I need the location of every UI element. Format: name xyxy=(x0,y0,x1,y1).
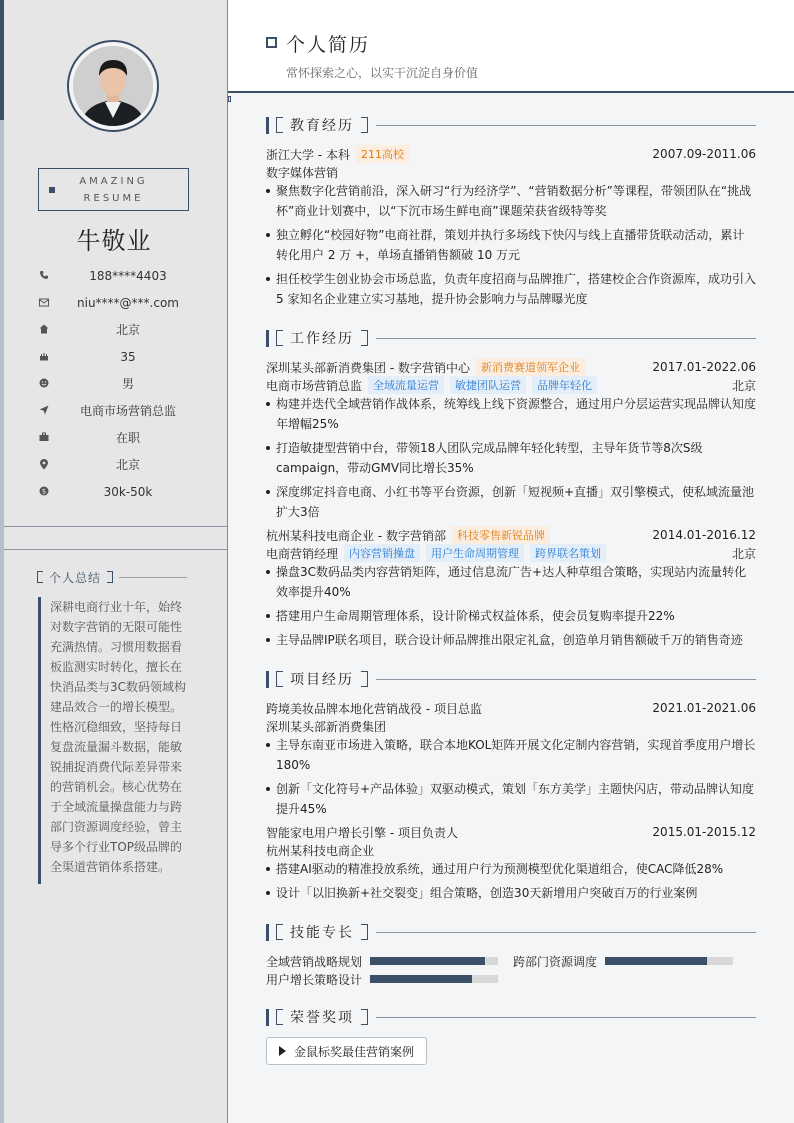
job-role: 电商营销经理 xyxy=(266,546,339,561)
skill-bar xyxy=(370,975,498,983)
project-date: 2021.01-2021.06 xyxy=(652,701,756,715)
skill-name: 用户增长策略设计 xyxy=(266,972,363,987)
sidebar-divider-top xyxy=(4,526,227,527)
job-skill-tag: 用户生命周期管理 xyxy=(426,544,524,562)
badge-line-1: AMAZING xyxy=(79,175,148,187)
job-header-row xyxy=(266,526,756,544)
job-role-row xyxy=(266,544,756,562)
education-bullet: 聚焦数字化营销前沿，深入研习“行为经济学”、“营销数据分析”等课程，带领团队在“挑战杯”商业计划赛中，以“下沉市场生鲜电商”课题荣获省级特等奖 xyxy=(266,181,756,221)
title-square-icon xyxy=(266,37,277,48)
phone-value: 188****4403 xyxy=(89,268,167,283)
summary-text: 深耕电商行业十年，始终对数字营销的无限可能性充满热情。习惯用数据看板监测实时转化，擅长在快消品类与3C数码领域构建品效合一的增长模型。性格沉稳细致，坚持每日复盘流量漏斗数据，能敏锐捕捉消费代际差异带来的营销机会。核心优势在于全域流量操盘能力与跨部门资源调度经验，曾主导多个行业TOP级品牌的全渠道营销体系搭建。 xyxy=(38,597,188,884)
section-work-heading xyxy=(266,329,756,347)
education-bullet: 担任校学生创业协会市场总监，负责年度招商与品牌推广，搭建校企合作资源库，成功引入 5 家知名企业建立实习基地，提升协会影响力与品牌曝光度 xyxy=(266,269,756,309)
info-email xyxy=(0,289,228,316)
job-company: 杭州某科技电商企业 - 数字营销部 xyxy=(266,528,446,543)
skill-bar-fill xyxy=(370,975,472,983)
education-header-row xyxy=(266,145,756,163)
education-major-row xyxy=(266,163,756,181)
email-value: niu****@***.com xyxy=(77,295,179,310)
job-skill-tag: 跨界联名策划 xyxy=(530,544,606,562)
page-title: 个人简历 xyxy=(286,34,371,56)
project-bullet: 创新「文化符号+产品体验」双驱动模式，策划「东方美学」主题快闪店，带动品牌认知度提升45% xyxy=(266,779,756,819)
section-skills-title: 技能专长 xyxy=(290,925,354,941)
job-company: 深圳某头部新消费集团 - 数字营销中心 xyxy=(266,360,470,375)
sidebar xyxy=(0,0,228,1123)
svg-text:$: $ xyxy=(41,487,47,496)
job-bullet: 搭建用户生命周期管理体系，设计阶梯式权益体系，使会员复购率提升22% xyxy=(266,606,756,626)
job-skill-tag: 内容营销操盘 xyxy=(344,544,420,562)
section-work-title: 工作经历 xyxy=(290,331,354,347)
avatar-frame xyxy=(67,40,159,132)
gender-value: 男 xyxy=(121,377,134,391)
resume-badge xyxy=(38,168,189,211)
project-name: 智能家电用户增长引擎 - 项目负责人 xyxy=(266,825,458,840)
info-gender xyxy=(0,370,228,397)
job-city: 北京 xyxy=(731,546,756,561)
education-date: 2007.09-2011.06 xyxy=(652,147,756,161)
skill-bar xyxy=(605,957,733,965)
job-bullet: 主导品牌IP联名项目，联合设计师品牌推出限定礼盒，创造单月销售额破千万的销售奇迹 xyxy=(266,630,756,650)
home-value: 北京 xyxy=(115,323,140,337)
section-education-title: 教育经历 xyxy=(290,118,354,134)
skill-item xyxy=(266,954,498,968)
project-header-row xyxy=(266,823,756,841)
info-position xyxy=(0,397,228,424)
section-awards-heading xyxy=(266,1008,756,1026)
play-triangle-icon xyxy=(279,1046,286,1056)
section-projects-heading xyxy=(266,670,756,688)
section-awards-title: 荣誉奖项 xyxy=(290,1010,354,1026)
sidebar-divider-bottom xyxy=(4,549,227,550)
summary-heading xyxy=(37,570,187,584)
job-company-tag: 科技零售新锐品牌 xyxy=(452,526,550,544)
candidate-name: 牛敬业 xyxy=(76,227,152,255)
header xyxy=(228,0,794,93)
info-salary xyxy=(0,478,228,505)
job-city: 北京 xyxy=(731,378,756,393)
avatar xyxy=(73,46,153,126)
job-bullet: 构建并迭代全域营销作战体系，统筹线上线下资源整合，通过用户分层运营实现品牌认知度年增幅25% xyxy=(266,394,756,434)
job-skill-tag: 全域流量运营 xyxy=(368,376,444,394)
info-location xyxy=(0,451,228,478)
summary-title: 个人总结 xyxy=(49,570,102,585)
project-company: 杭州某科技电商企业 xyxy=(266,843,375,858)
skill-bar-fill xyxy=(370,957,485,965)
header-marker xyxy=(228,96,231,102)
job-role: 电商市场营销总监 xyxy=(266,378,363,393)
project-company-row xyxy=(266,717,756,735)
section-education-heading xyxy=(266,116,756,134)
project-bullet: 设计「以旧换新+社交裂变」组合策略，创造30天新增用户突破百万的行业案例 xyxy=(266,883,756,903)
section-skills-heading xyxy=(266,923,756,941)
info-home xyxy=(0,316,228,343)
badge-line-2: RESUME xyxy=(83,192,144,204)
skill-bar-fill xyxy=(605,957,707,965)
education-major: 数字媒体营销 xyxy=(266,165,339,180)
skill-bar xyxy=(370,957,498,965)
header-rule xyxy=(228,91,794,93)
project-name: 跨境美妆品牌本地化营销战役 - 项目总监 xyxy=(266,701,482,716)
project-company-row xyxy=(266,841,756,859)
job-bullet: 深度绑定抖音电商、小红书等平台资源，创新「短视频+直播」双引擎模式，使私域流量池扩大3倍 xyxy=(266,482,756,522)
job-bullet: 打造敏捷型营销中台，带领18人团队完成品牌年轻化转型，主导年货节等8次S级campaign，带动GMV同比增长35% xyxy=(266,438,756,478)
contact-info-list xyxy=(0,262,228,505)
skill-name: 全域营销战略规划 xyxy=(266,954,363,969)
skill-item xyxy=(513,954,733,968)
job-role-row xyxy=(266,376,756,394)
award-item[interactable] xyxy=(266,1037,427,1065)
project-bullet: 主导东南亚市场进入策略，联合本地KOL矩阵开展文化定制内容营销，实现首季度用户增长180% xyxy=(266,735,756,775)
salary-value: 30k-50k xyxy=(103,484,153,499)
education-tag: 211高校 xyxy=(356,145,409,163)
info-age xyxy=(0,343,228,370)
job-header-row xyxy=(266,358,756,376)
age-value: 35 xyxy=(120,349,136,364)
education-bullet: 独立孵化“校园好物”电商社群，策划并执行多场线下快闪与线上直播带货联动活动，累计转化用户 2 万 +，单场直播销售额破 10 万元 xyxy=(266,225,756,265)
info-phone xyxy=(0,262,228,289)
job-date: 2017.01-2022.06 xyxy=(652,360,756,374)
project-company: 深圳某头部新消费集团 xyxy=(266,719,387,734)
main-content xyxy=(228,0,794,1123)
project-bullet: 搭建AI驱动的精准投放系统，通过用户行为预测模型优化渠道组合，使CAC降低28% xyxy=(266,859,756,879)
status-value: 在职 xyxy=(115,431,140,445)
location-value: 北京 xyxy=(115,458,140,472)
job-skill-tag: 敏捷团队运营 xyxy=(450,376,526,394)
job-skill-tag: 品牌年轻化 xyxy=(532,376,597,394)
page-subtitle: 常怀探索之心，以实干沉淀自身价值 xyxy=(286,66,479,80)
skill-item xyxy=(266,972,498,986)
job-company-tag: 新消费赛道领军企业 xyxy=(476,358,585,376)
info-status xyxy=(0,424,228,451)
job-bullet: 操盘3C数码品类内容营销矩阵，通过信息流广告+达人种草组合策略，实现站内流量转化效率提升40% xyxy=(266,562,756,602)
job-date: 2014.01-2016.12 xyxy=(652,528,756,542)
section-projects-title: 项目经历 xyxy=(290,672,354,688)
project-header-row xyxy=(266,699,756,717)
award-label: 金鼠标奖最佳营销案例 xyxy=(294,1044,415,1059)
sidebar-accent-strip xyxy=(0,0,4,1123)
education-school: 浙江大学 - 本科 xyxy=(266,147,350,162)
position-value: 电商市场营销总监 xyxy=(79,404,176,418)
project-date: 2015.01-2015.12 xyxy=(652,825,756,839)
skill-name: 跨部门资源调度 xyxy=(513,954,598,969)
